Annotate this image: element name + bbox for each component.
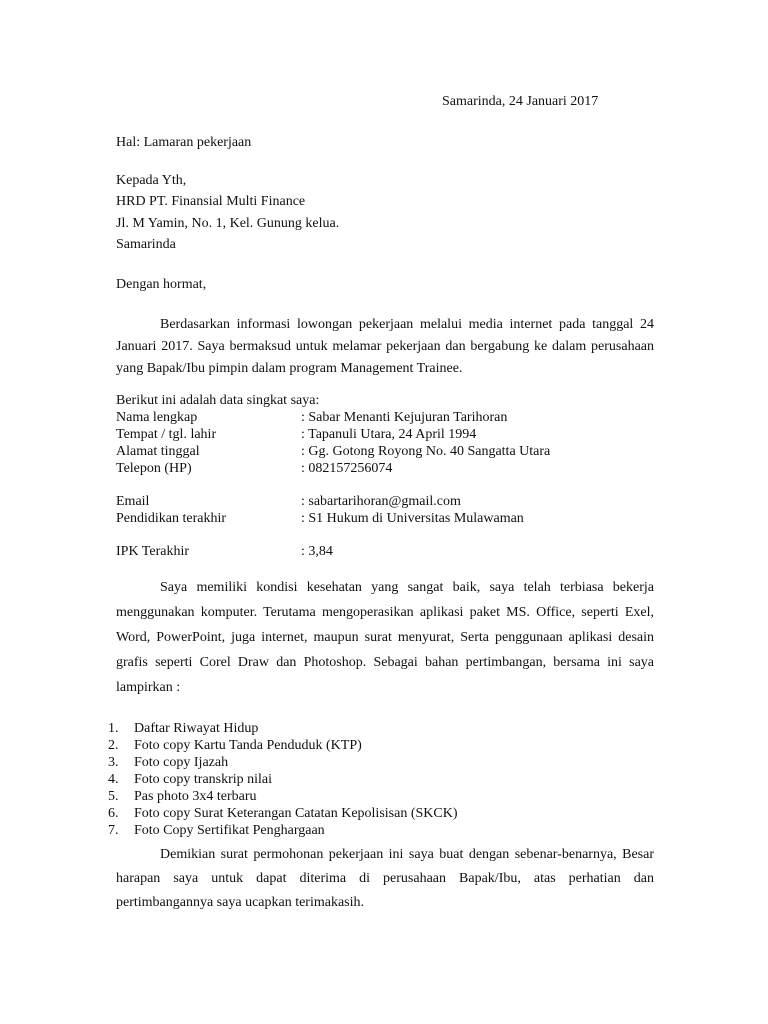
- closing-paragraph: Demikian surat permohonan pekerjaan ini saya buat dengan sebenar-benarnya, Besar harapan saya untuk dapat diterima di perusahaan Bapak/Ibu, atas perhatian dan pertimbangannya saya ucapkan terimakasih.: [116, 847, 654, 910]
- place-date: Samarinda, 24 Januari 2017: [442, 94, 599, 109]
- list-item-number: 5.: [108, 789, 119, 804]
- recipient-address: Jl. M Yamin, No. 1, Kel. Gunung kelua.: [116, 216, 340, 231]
- list-item-number: 4.: [108, 772, 119, 787]
- list-item-number: 3.: [108, 755, 119, 770]
- field-value-education: : S1 Hukum di Universitas Mulawaman: [301, 511, 524, 526]
- opening-paragraph: Berdasarkan informasi lowongan pekerjaan melalui media internet pada tanggal 24 Januari 2017. Saya bermaksud untuk melamar pekerjaan dan bergabung ke dalam perusahaan yang Bapak/Ibu pimpin dalam program Management Trainee.: [116, 317, 654, 376]
- data-intro: Berikut ini adalah data singkat saya:: [116, 393, 320, 408]
- list-item: Foto copy Ijazah: [134, 755, 229, 770]
- field-value-birth: : Tapanuli Utara, 24 April 1994: [301, 427, 477, 442]
- list-item: Pas photo 3x4 terbaru: [134, 789, 257, 804]
- list-item: Foto copy Surat Keterangan Catatan Kepolisisan (SKCK): [134, 806, 458, 821]
- recipient-city: Samarinda: [116, 237, 176, 252]
- field-label-gpa: IPK Terakhir: [116, 544, 190, 559]
- recipient-greeting: Kepada Yth,: [116, 173, 187, 188]
- list-item: Foto Copy Sertifikat Penghargaan: [134, 823, 325, 838]
- list-item: Daftar Riwayat Hidup: [134, 721, 259, 736]
- list-item-number: 2.: [108, 738, 119, 753]
- recipient-company: HRD PT. Finansial Multi Finance: [116, 194, 306, 209]
- list-item: Foto copy transkrip nilai: [134, 772, 273, 787]
- skills-paragraph: Saya memiliki kondisi kesehatan yang sangat baik, saya telah terbiasa bekerja menggunakan komputer. Terutama mengoperasikan aplikasi paket MS. Office, seperti Exel, Word, PowerPoint, juga internet, maupun surat menyurat, Serta penggunaan aplikasi desain grafis seperti Corel Draw dan Photoshop. Sebagai bahan pertimbangan, bersama ini saya lampirkan :: [116, 580, 654, 695]
- list-item-number: 7.: [108, 823, 119, 838]
- field-value-phone: : 082157256074: [301, 461, 393, 476]
- field-label-name: Nama lengkap: [116, 410, 198, 425]
- field-value-name: : Sabar Menanti Kejujuran Tarihoran: [301, 410, 508, 425]
- subject-line: Hal: Lamaran pekerjaan: [116, 135, 252, 150]
- field-value-email: : sabartarihoran@gmail.com: [301, 494, 461, 509]
- salutation: Dengan hormat,: [116, 277, 207, 292]
- field-label-education: Pendidikan terakhir: [116, 511, 227, 526]
- field-value-gpa: : 3,84: [301, 544, 333, 559]
- field-label-email: Email: [116, 494, 150, 509]
- field-label-phone: Telepon (HP): [116, 461, 192, 476]
- field-value-address: : Gg. Gotong Royong No. 40 Sangatta Utara: [301, 444, 551, 459]
- list-item-number: 6.: [108, 806, 119, 821]
- field-label-birth: Tempat / tgl. lahir: [116, 427, 217, 442]
- list-item: Foto copy Kartu Tanda Penduduk (KTP): [134, 738, 362, 753]
- list-item-number: 1.: [108, 721, 119, 736]
- field-label-address: Alamat tinggal: [116, 444, 200, 459]
